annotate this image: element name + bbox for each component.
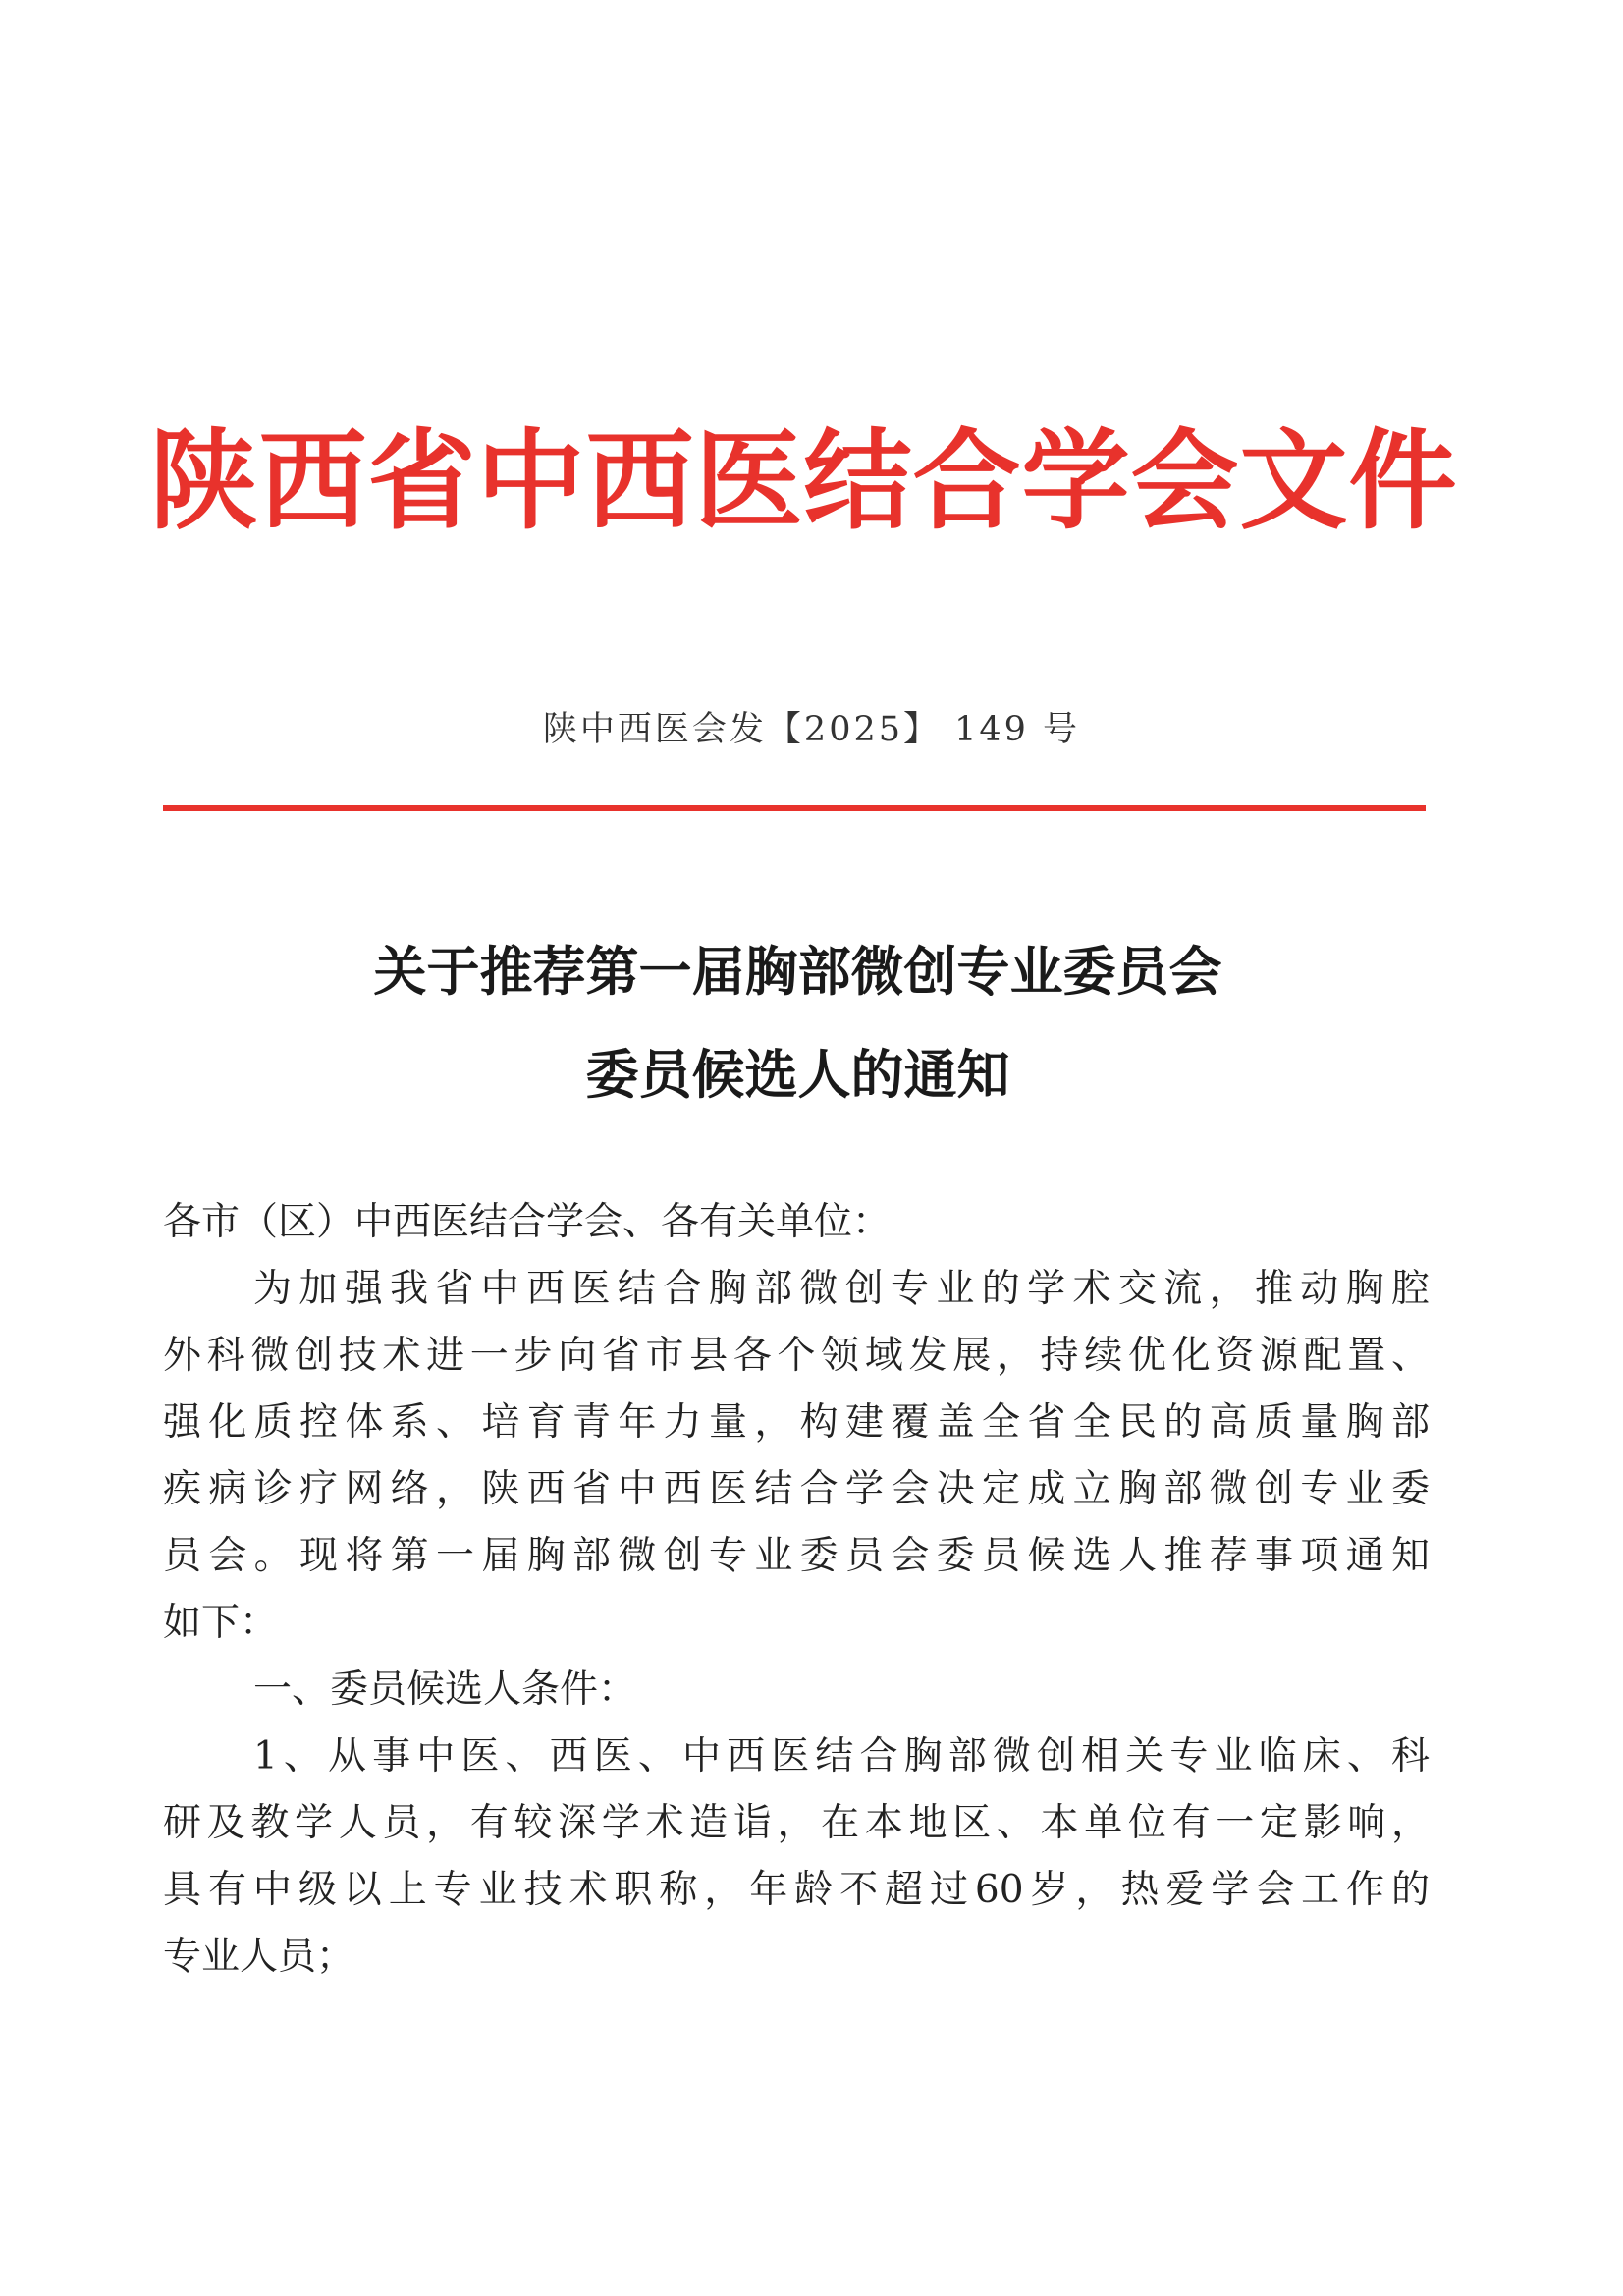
paragraph-line: 如下：	[163, 1601, 279, 1645]
paragraph-line: 为加强我省中西医结合胸部微创专业的学术交流，推动胸腔	[253, 1267, 1430, 1311]
list-item-line: 1、从事中医、西医、中西医结合胸部微创相关专业临床、科	[253, 1734, 1430, 1778]
paragraph-line: 员会。现将第一届胸部微创专业委员会委员候选人推荐事项通知	[163, 1534, 1430, 1578]
list-item-line: 研及教学人员，有较深学术造诣，在本地区、本单位有一定影响，	[163, 1801, 1430, 1845]
red-divider-rule	[163, 805, 1426, 811]
section-heading: 一、委员候选人条件：	[253, 1667, 637, 1712]
salutation: 各市（区）中西医结合学会、各有关单位：	[163, 1200, 892, 1244]
notice-title-line-1: 关于推荐第一届胸部微创专业委员会	[373, 941, 1222, 1003]
paragraph-line: 强化质控体系、培育青年力量，构建覆盖全省全民的高质量胸部	[163, 1400, 1430, 1445]
list-item-line: 具有中级以上专业技术职称，年龄不超过60岁，热爱学会工作的	[163, 1868, 1430, 1912]
list-item-line: 专业人员；	[163, 1935, 355, 1979]
paragraph-line: 疾病诊疗网络，陕西省中西医结合学会决定成立胸部微创专业委	[163, 1467, 1430, 1511]
org-header-title: 陕西省中西医结合学会文件	[149, 418, 1458, 544]
notice-title-line-2: 委员候选人的通知	[585, 1044, 1010, 1106]
document-number: 陕中西医会发【2025】 149 号	[542, 710, 1081, 749]
paragraph-line: 外科微创技术进一步向省市县各个领域发展，持续优化资源配置、	[163, 1334, 1430, 1378]
